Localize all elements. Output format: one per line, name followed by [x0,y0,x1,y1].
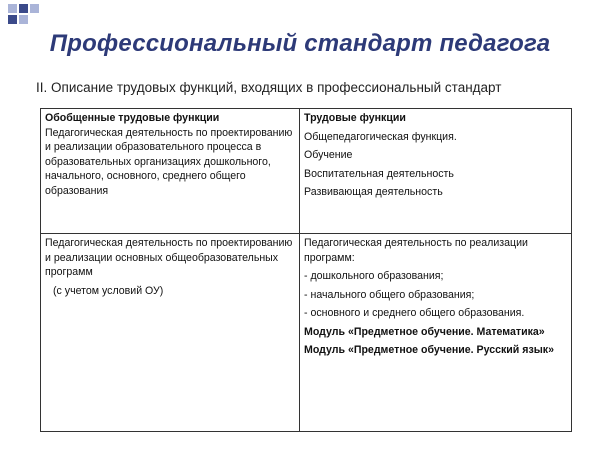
list-item: - начального общего образования; [304,288,475,301]
row1-left-text: Педагогическая деятельность по проектированию и реализации образовательного процесса в образовательных организациях дошкольного, начального, основного, среднего общего образования [45,126,293,197]
list-item: - основного и среднего общего образования. [304,307,525,319]
list-item: Воспитательная деятельность [304,167,454,180]
list-item: Развивающая деятельность [304,186,443,198]
module-item: Модуль «Предметное обучение. Русский язык» [304,344,554,356]
module-item: Модуль «Предметное обучение. Математика» [304,325,545,338]
table-cell [300,109,572,234]
list-item: Общепедагогическая функция. [304,130,457,143]
row2-left-text: Педагогическая деятельность по проектированию и реализации основных общеобразовательных программ [45,237,293,278]
table-cell [41,109,300,234]
table-cell [41,234,300,432]
row2-right-intro: Педагогическая деятельность по реализации программ: [304,237,528,264]
table-row [41,109,572,234]
list-item: Обучение [304,149,353,161]
table-cell [300,234,572,432]
functions-table [40,108,572,432]
corner-decoration [8,4,48,24]
column-header-generalized-functions: Обобщенные трудовые функции [45,112,220,124]
table-row [41,234,572,432]
column-header-labor-functions: Трудовые функции [304,112,406,124]
row2-left-note: (с учетом условий ОУ) [53,284,164,297]
page-title: Профессиональный стандарт педагога [49,30,551,57]
page-subtitle: II. Описание трудовых функций, входящих в профессиональный стандарт [36,80,502,95]
list-item: - дошкольного образования; [304,270,444,282]
